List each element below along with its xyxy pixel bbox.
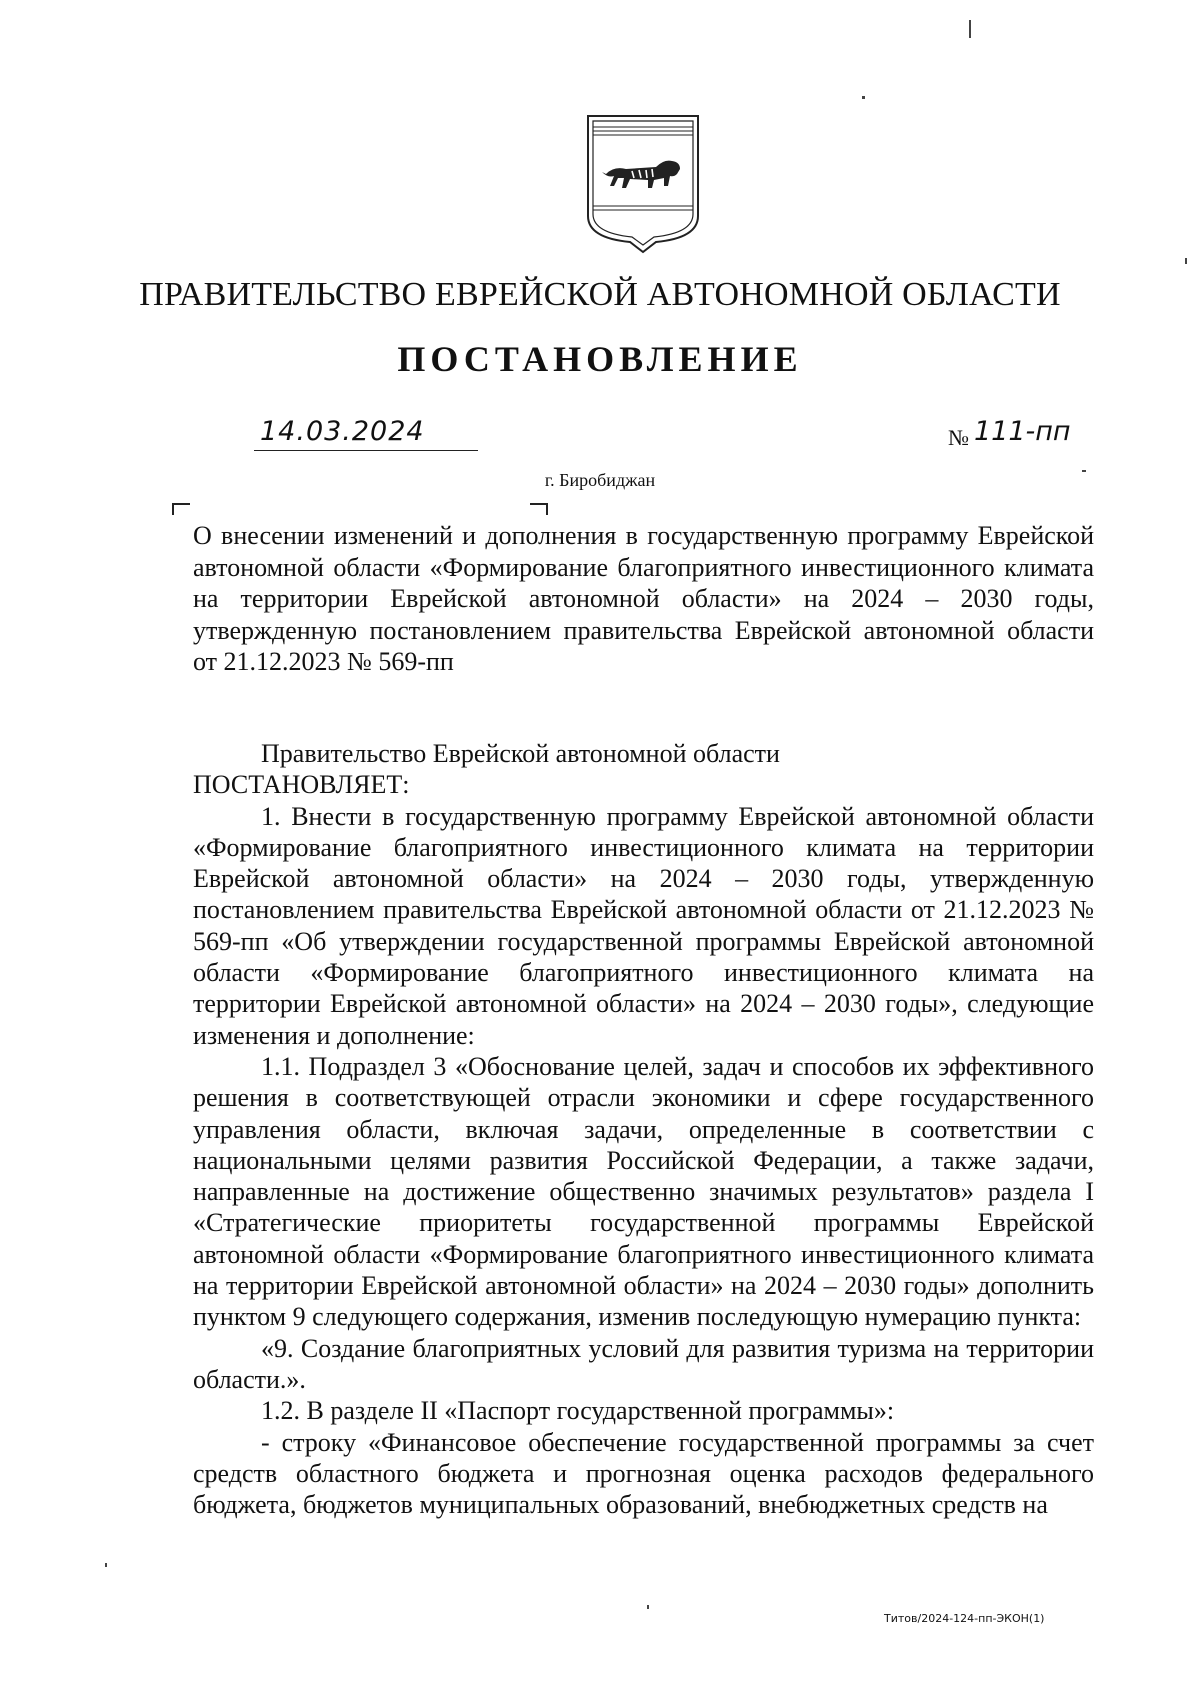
resolves-line: ПОСТАНОВЛЯЕТ: (193, 770, 410, 800)
scan-mark (862, 96, 865, 99)
scan-mark (1185, 258, 1187, 264)
scan-mark (647, 1605, 649, 1609)
government-title: ПРАВИТЕЛЬСТВО ЕВРЕЙСКОЙ АВТОНОМНОЙ ОБЛАСТИ (139, 276, 1061, 313)
document-date: 14.03.2024 (254, 416, 478, 451)
document-subject: О внесении изменений и дополнения в государственную программу Еврейской автономной области «Формирование благоприятного инвестиционного климата на территории Еврейской автономной области» на 2024 – 2030 годы, утвержденную постановлением правительства Еврейской автономной области от 21.12.2023 № 569-пп (193, 521, 1094, 676)
subject-bracket-right (530, 503, 548, 515)
document-body (193, 738, 1094, 1520)
paragraph-1-2: 1.2. В разделе II «Паспорт государственной программы»: (261, 1396, 895, 1426)
paragraph-quote-9: «9. Создание благоприятных условий для развития туризма на территории области.». (193, 1333, 1094, 1394)
scan-mark (1082, 470, 1086, 472)
coat-of-arms-emblem (584, 114, 702, 254)
footer-reference: Титов/2024-124-пп-ЭКОН(1) (884, 1612, 1045, 1625)
intro-line: Правительство Еврейской автономной области (261, 739, 780, 768)
city: г. Биробиджан (544, 470, 656, 490)
paragraph-row-finance: - строку «Финансовое обеспечение государственной программы за счет средств областного бюджета и прогнозная оценка расходов федерального бюджета, бюджетов муниципальных образований, внебюджетных средств на (193, 1427, 1094, 1520)
scan-mark (105, 1563, 107, 1567)
document-type: ПОСТАНОВЛЕНИЕ (397, 339, 803, 379)
paragraph-1: 1. Внести в государственную программу Еврейской автономной области «Формирование благоприятного инвестиционного климата на территории Еврейской автономной области» на 2024 – 2030 годы, утвержденную постановлением правительства Еврейской автономной области от 21.12.2023 № 569-пп «Об утверждении государственной программы Еврейской автономной области «Формирование благоприятного инвестиционного климата на территории Еврейской автономной области» на 2024 – 2030 годы», следующие изменения и дополнение: (193, 801, 1094, 1050)
paragraph-1-1: 1.1. Подраздел 3 «Обоснование целей, задач и способов их эффективного решения в соответствующей отрасли экономики и сфере государственного управления области, включая задачи, определенные в соответствии с национальными целями развития Российской Федерации, а также задачи, направленные на достижение общественно значимых результатов» раздела I «Стратегические приоритеты государственной программы Еврейской автономной области «Формирование благоприятного инвестиционного климата на территории Еврейской автономной области» на 2024 – 2030 годы» дополнить пунктом 9 следующего содержания, изменив последующую нумерацию пункта: (193, 1051, 1094, 1332)
scan-mark (969, 20, 971, 38)
document-number: 111-пп (974, 416, 1071, 447)
subject-bracket-left (172, 503, 190, 515)
number-label: № (948, 425, 969, 450)
